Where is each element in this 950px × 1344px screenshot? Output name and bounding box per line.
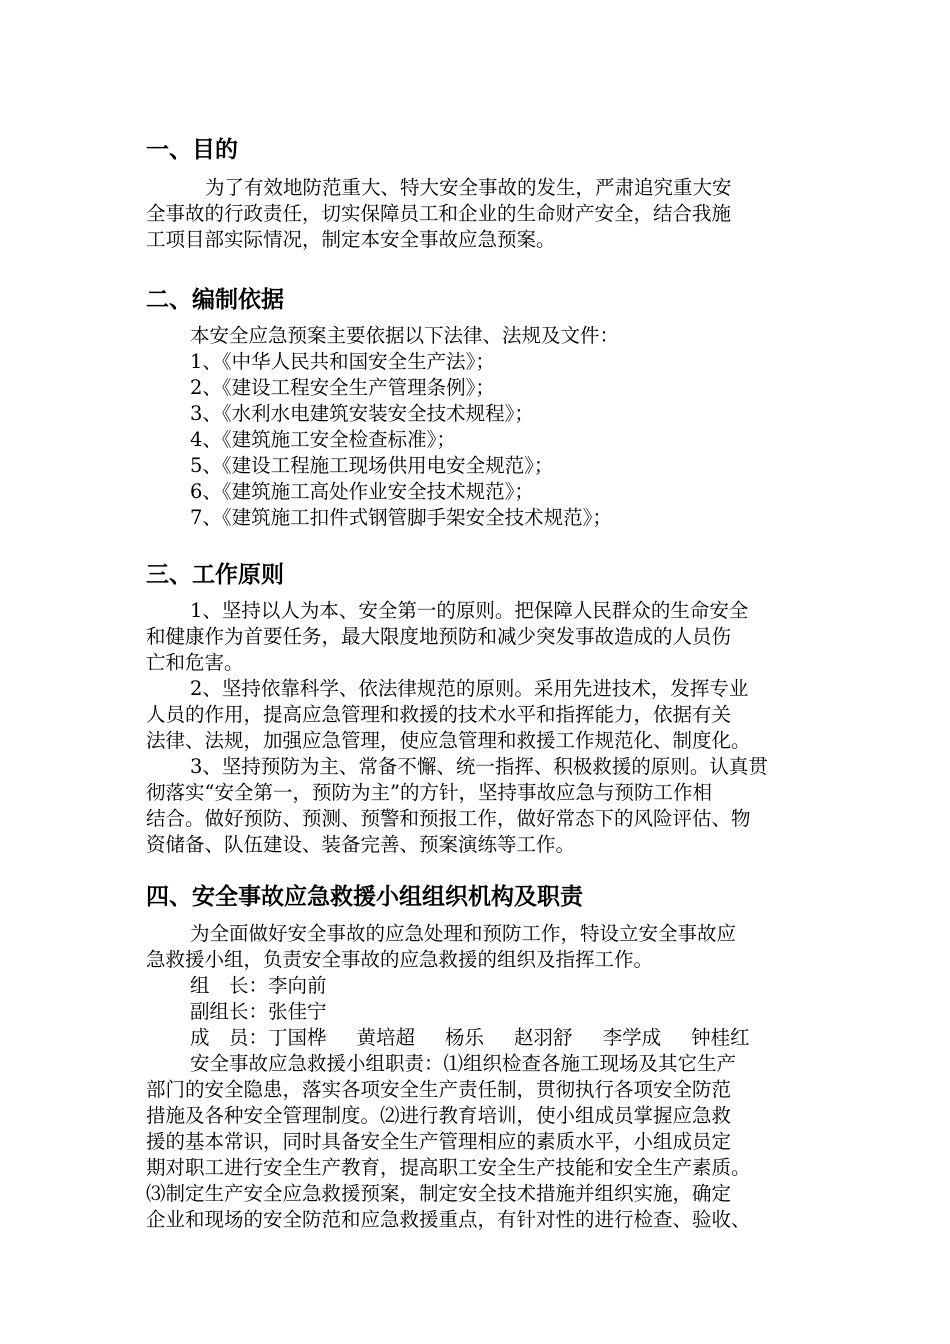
- section-2-intro: 本安全应急预案主要依据以下法律、法规及文件：: [190, 324, 620, 347]
- basis-list-item: 7、《建筑施工扣件式钢管脚手架安全技术规范》；: [190, 506, 612, 529]
- principle-line: 3、坚持预防为主、常备不懈、统一指挥、积极救援的原则。认真贯: [190, 755, 768, 778]
- principle-line: 亡和危害。: [146, 651, 244, 674]
- duties-line: 期对职工进行安全生产教育，提高职工安全生产技能和安全生产素质。: [146, 1156, 751, 1179]
- principle-line: 资储备、队伍建设、装备完善、预案演练等工作。: [146, 833, 576, 856]
- principle-line: 法律、法规，加强应急管理，使应急管理和救援工作规范化、制度化。: [146, 729, 751, 752]
- section-1-text-line: 为了有效地防范重大、特大安全事故的发生，严肃追究重大安: [205, 176, 732, 199]
- section-1-text-line: 全事故的行政责任，切实保障员工和企业的生命财产安全，结合我施: [146, 202, 732, 225]
- team-member-name: 成 员：丁国桦: [190, 1026, 327, 1049]
- basis-list-item: 5、《建设工程施工现场供用电安全规范》；: [190, 454, 554, 477]
- team-deputy-leader: 副组长：张佳宁: [190, 1000, 327, 1023]
- team-member-name: 李学成: [602, 1026, 662, 1049]
- principle-line: 和健康作为首要任务，最大限度地预防和减少突发事故造成的人员伤: [146, 625, 732, 648]
- basis-list-item: 4、《建筑施工安全检查标准》；: [190, 428, 456, 451]
- duties-line: 援的基本常识，同时具备安全生产管理相应的素质水平，小组成员定: [146, 1130, 732, 1153]
- duties-line: 部门的安全隐患，落实各项安全生产责任制，贯彻执行各项安全防范: [146, 1078, 732, 1101]
- section-4-intro-line: 为全面做好安全事故的应急处理和预防工作，特设立安全事故应: [190, 922, 737, 945]
- team-leader: 组 长：李向前: [190, 974, 327, 997]
- basis-list-item: 6、《建筑施工高处作业安全技术规范》；: [190, 480, 534, 503]
- basis-list-item: 3、《水利水电建筑安装安全技术规程》；: [190, 402, 534, 425]
- team-member-name: 杨乐: [445, 1026, 485, 1049]
- basis-list-item: 2、《建设工程安全生产管理条例》；: [190, 376, 495, 399]
- team-members: [190, 1025, 750, 1051]
- principle-line: 1、坚持以人为本、安全第一的原则。把保障人民群众的生命安全: [190, 599, 749, 622]
- duties-line: 措施及各种安全管理制度。⑵进行教育培训，使小组成员掌握应急救: [146, 1104, 732, 1127]
- section-2-title: 二、编制依据: [146, 287, 284, 313]
- principle-line: 人员的作用，提高应急管理和救援的技术水平和指挥能力，依据有关: [146, 703, 732, 726]
- team-member-name: 黄培超: [356, 1026, 416, 1049]
- section-4-intro-line: 急救援小组，负责安全事故的应急救援的组织及指挥工作。: [146, 948, 654, 971]
- principle-line: 2、坚持依靠科学、依法律规范的原则。采用先进技术，发挥专业: [190, 677, 749, 700]
- section-1-title: 一、目的: [146, 137, 238, 163]
- principle-line: 彻落实“安全第一，预防为主”的方针，坚持事故应急与预防工作相: [146, 781, 712, 804]
- section-1-text-line: 工项目部实际情况，制定本安全事故应急预案。: [146, 228, 556, 251]
- duties-line: ⑶制定生产安全应急救援预案，制定安全技术措施并组织实施，确定: [146, 1182, 732, 1205]
- basis-list-item: 1、《中华人民共和国安全生产法》；: [190, 350, 495, 373]
- team-member-name: 钟桂红: [691, 1026, 750, 1049]
- duties-line: 安全事故应急救援小组职责：⑴组织检查各施工现场及其它生产: [190, 1052, 737, 1075]
- team-member-name: 赵羽舒: [514, 1026, 573, 1049]
- section-4-title: 四、安全事故应急救援小组组织机构及职责: [146, 884, 583, 910]
- principle-line: 结合。做好预防、预测、预警和预报工作，做好常态下的风险评估、物: [146, 807, 751, 830]
- section-3-title: 三、工作原则: [146, 562, 284, 588]
- duties-line: 企业和现场的安全防范和应急救援重点，有针对性的进行检查、验收、: [146, 1208, 751, 1231]
